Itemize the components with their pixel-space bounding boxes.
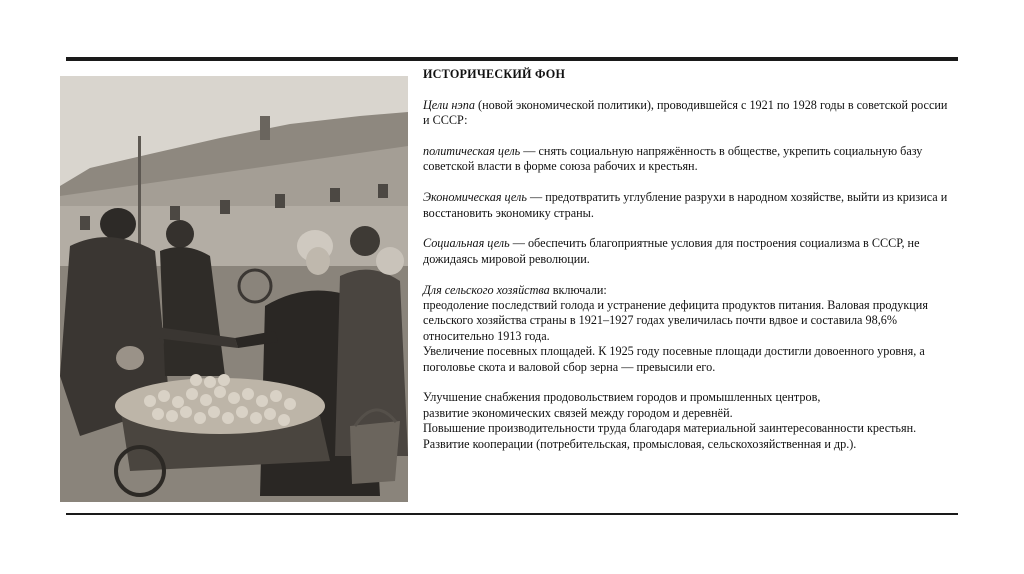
other-line: Улучшение снабжения продовольствием городов и промышленных центров, (423, 390, 821, 405)
history-text (423, 67, 953, 452)
agriculture-term: Для сельского хозяйства (423, 282, 550, 297)
political-goal-term: политическая цель (423, 144, 521, 158)
social-goal: Социальная цель — обеспечить благоприятные условия для построения социализма в СССР, не дожидаясь мировой революции. (423, 236, 920, 266)
other-line: Повышение производительности труда благодаря материальной заинтересованности крестьян. (423, 421, 917, 436)
economic-goal: Экономическая цель — предотвратить углубление разрухи в народном хозяйстве, выйти из кризиса и восстановить экономику страны. (423, 190, 948, 220)
agriculture-line: преодоление последствий голода и устранение дефицита продуктов питания. Валовая продукция сельского хозяйства страны в 1921–1927 годах увеличилась почти вдвое и составила 98,6% относительно 1913 года. (423, 298, 928, 343)
nep-goals-intro: Цели нэпа (новой экономической политики), проводившейся с 1921 по 1928 годы в советской россии и СССР: (423, 97, 948, 128)
social-goal-term: Социальная цель (423, 236, 510, 251)
economic-goal-term: Экономическая цель (423, 190, 527, 205)
political-goal: политическая цель — снять социальную напряжённость в обществе, укрепить социальную базу советской власти в форме союза рабочих и крестьян. (423, 144, 923, 174)
top-divider (66, 57, 958, 61)
agriculture-line: Увеличение посевных площадей. К 1925 году посевные площади достигли довоенного уровня, а поголовье скота и валовой сбор зерна — превысили его. (423, 344, 925, 374)
other-line: Развитие кооперации (потребительская, промысловая, сельскохозяйственная и др.). (423, 436, 857, 451)
other-line: развитие экономических связей между городом и деревнёй. (423, 405, 733, 420)
bottom-divider (66, 513, 958, 515)
agriculture-heading: Для сельского хозяйства включали: (423, 282, 607, 297)
nep-goals-term: Цели нэпа (423, 97, 475, 112)
market-photo (60, 76, 408, 502)
page-title: ИСТОРИЧЕСКИЙ ФОН (423, 67, 566, 81)
